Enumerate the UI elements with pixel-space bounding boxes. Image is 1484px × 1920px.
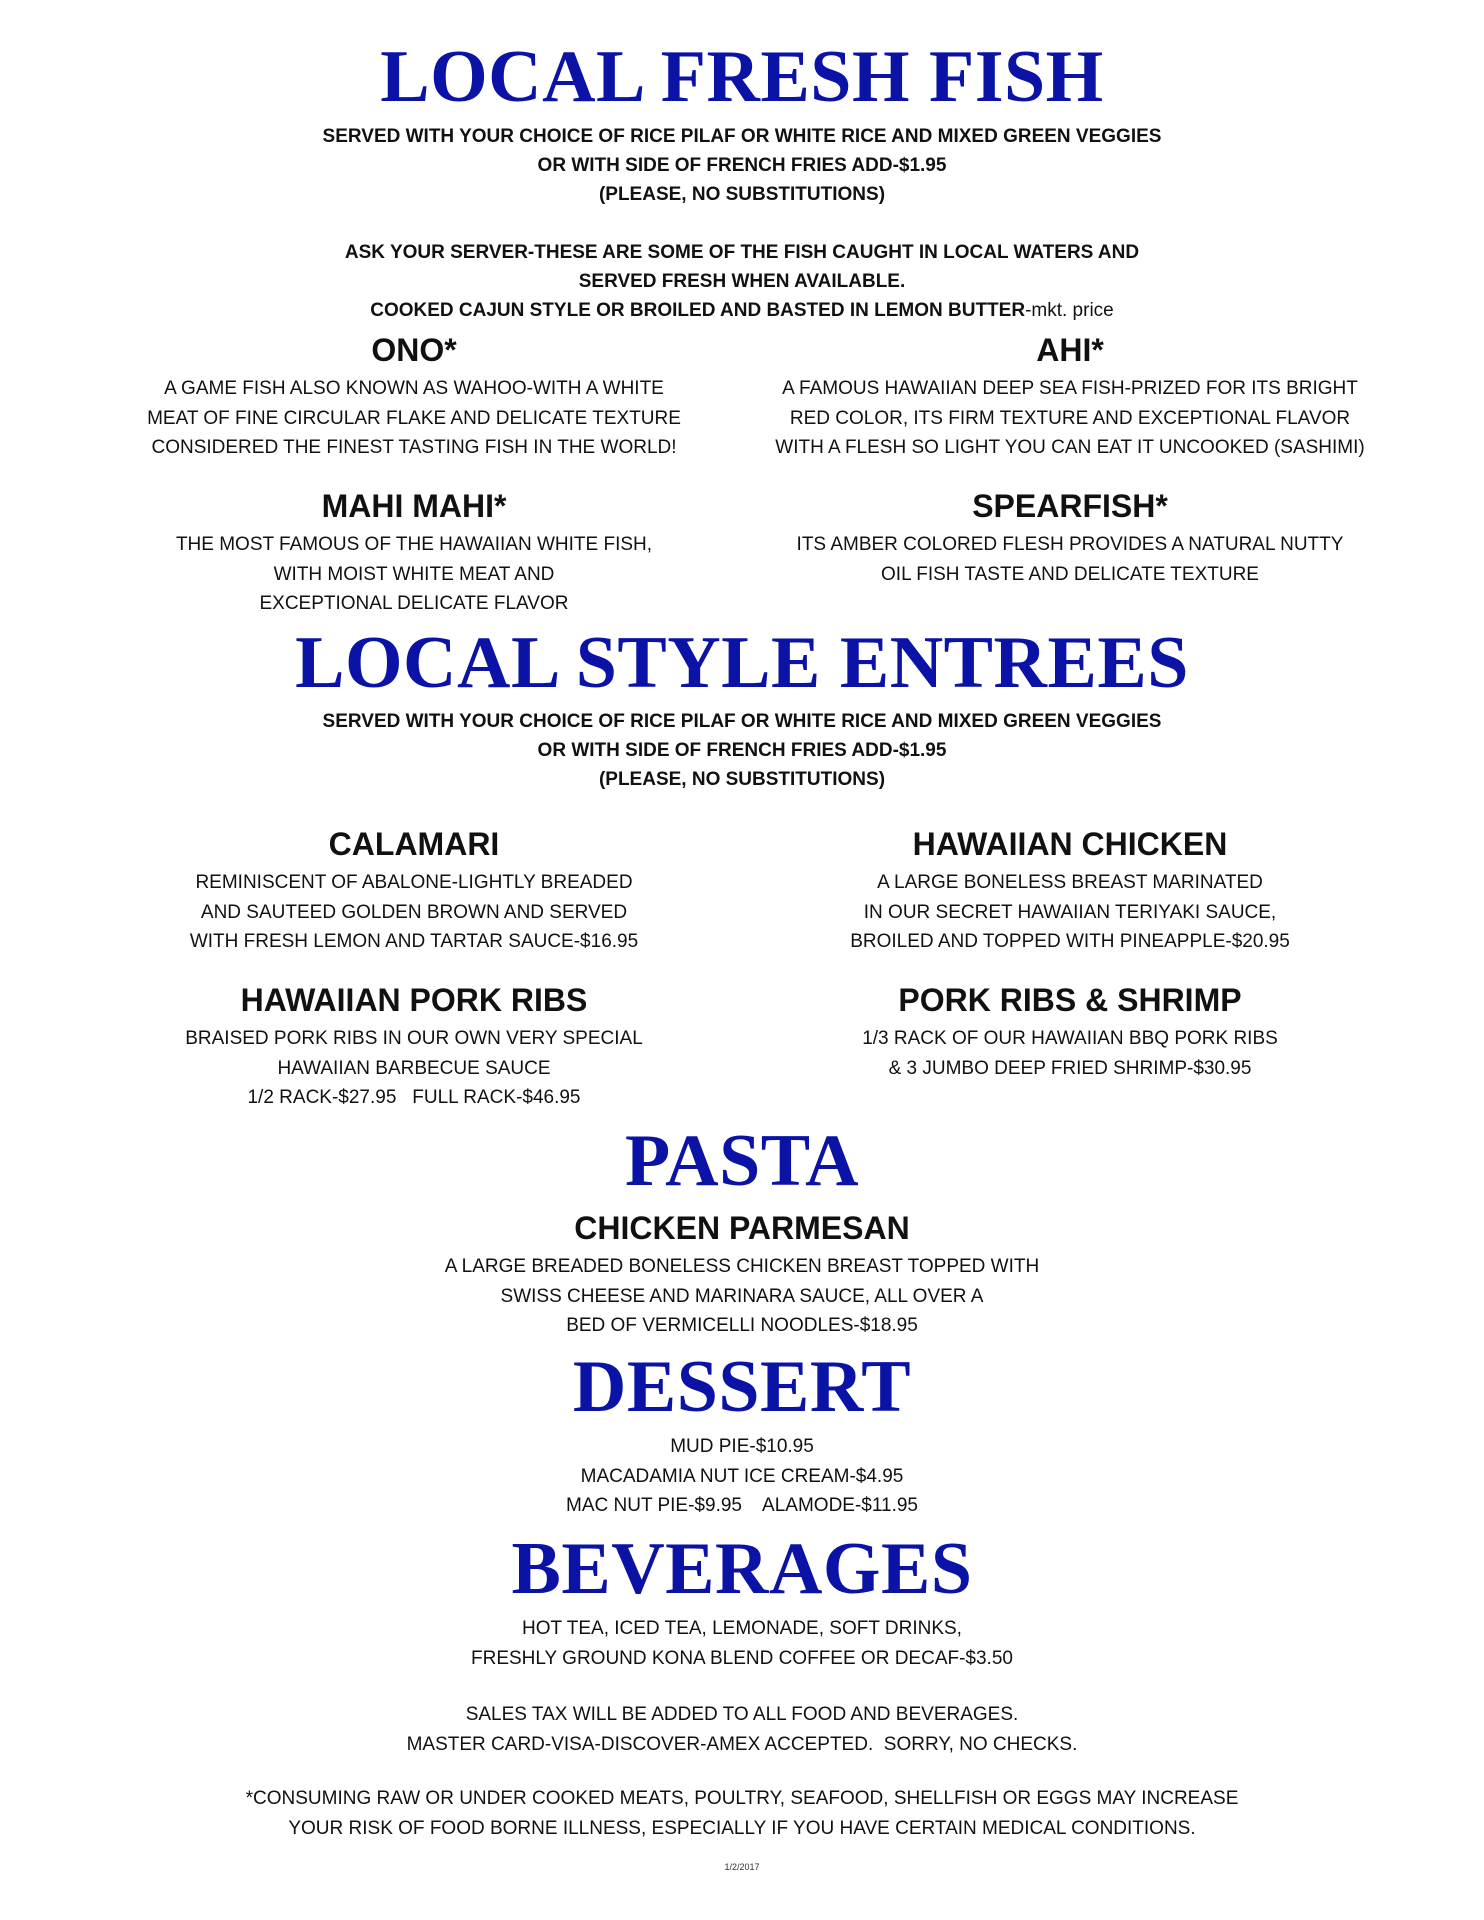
- fish-section-title: LOCAL FRESH FISH: [380, 36, 1104, 118]
- item-title: HAWAIIAN PORK RIBS: [240, 982, 588, 1018]
- fish-served-line: SERVED WITH YOUR CHOICE OF RICE PILAF OR WHITE RICE AND MIXED GREEN VEGGIES: [322, 126, 1162, 147]
- item-desc-line: 1/2 RACK-$27.95 FULL RACK-$46.95: [247, 1087, 581, 1108]
- item-desc-line: HAWAIIAN BARBECUE SAUCE: [277, 1057, 551, 1079]
- item-desc-line: OIL FISH TASTE AND DELICATE TEXTURE: [881, 563, 1259, 585]
- item-title: SPEARFISH*: [972, 488, 1168, 524]
- item-desc-line: REMINISCENT OF ABALONE-LIGHTLY BREADED: [195, 872, 633, 893]
- beverage-line: HOT TEA, ICED TEA, LEMONADE, SOFT DRINKS,: [522, 1618, 962, 1639]
- item-title: AHI*: [1036, 332, 1104, 368]
- item-desc-line: WITH A FLESH SO LIGHT YOU CAN EAT IT UNCOOKED (SASHIMI): [775, 437, 1365, 458]
- item-description: [104, 374, 724, 463]
- item-description: [104, 868, 724, 957]
- dessert-section-title: DESSERT: [572, 1346, 912, 1428]
- entrees-served-note: [0, 707, 1484, 794]
- item-desc-line: MEAT OF FINE CIRCULAR FLAKE AND DELICATE TEXTURE: [147, 407, 681, 429]
- food-safety-warning: [0, 1784, 1484, 1843]
- item-desc-line: CONSIDERED THE FINEST TASTING FISH IN THE WORLD!: [151, 437, 677, 458]
- fish-ask-note: [0, 238, 1484, 325]
- fish-ask-line: SERVED FRESH WHEN AVAILABLE.: [578, 271, 906, 292]
- item-desc-line: EXCEPTIONAL DELICATE FLAVOR: [259, 593, 569, 614]
- beverages-section-title: BEVERAGES: [511, 1528, 973, 1610]
- item-desc-line: & 3 JUMBO DEEP FRIED SHRIMP-$30.95: [888, 1057, 1252, 1079]
- item-title: PORK RIBS & SHRIMP: [898, 982, 1242, 1018]
- item-description: [104, 530, 724, 619]
- item-desc-line: RED COLOR, ITS FIRM TEXTURE AND EXCEPTIONAL FLAVOR: [789, 407, 1351, 429]
- item-title: CHICKEN PARMESAN: [574, 1210, 910, 1246]
- fish-served-line: (PLEASE, NO SUBSTITUTIONS): [598, 184, 886, 205]
- beverages-list: [0, 1614, 1484, 1673]
- menu-item-hawaiian-chicken: [760, 826, 1380, 957]
- menu-item-hawaiian-pork-ribs: [104, 982, 724, 1113]
- item-desc-line: A LARGE BONELESS BREAST MARINATED: [877, 872, 1263, 893]
- dessert-item: MAC NUT PIE-$9.95 ALAMODE-$11.95: [566, 1495, 918, 1516]
- pasta-section-title: PASTA: [624, 1120, 860, 1202]
- item-desc-line: ITS AMBER COLORED FLESH PROVIDES A NATURAL NUTTY: [796, 534, 1344, 555]
- menu-item-ahi: [760, 332, 1380, 463]
- dessert-item: MUD PIE-$10.95: [670, 1436, 814, 1457]
- item-title: HAWAIIAN CHICKEN: [912, 826, 1228, 862]
- beverage-line: FRESHLY GROUND KONA BLEND COFFEE OR DECAF-$3.50: [471, 1647, 1013, 1669]
- payment-note: [0, 1700, 1484, 1759]
- fish-cooked-line: [0, 296, 1484, 325]
- item-desc-line: IN OUR SECRET HAWAIIAN TERIYAKI SAUCE,: [863, 901, 1277, 923]
- item-desc-line: A LARGE BREADED BONELESS CHICKEN BREAST TOPPED WITH: [444, 1256, 1040, 1277]
- item-desc-line: A GAME FISH ALSO KNOWN AS WAHOO-WITH A WHITE: [164, 378, 664, 399]
- menu-item-mahi-mahi: [104, 488, 724, 619]
- fish-served-note: [0, 122, 1484, 209]
- item-desc-line: BRAISED PORK RIBS IN OUR OWN VERY SPECIAL: [185, 1028, 643, 1049]
- item-desc-line: BROILED AND TOPPED WITH PINEAPPLE-$20.95: [850, 931, 1290, 952]
- payment-note-line: MASTER CARD-VISA-DISCOVER-AMEX ACCEPTED. SORRY, NO CHECKS.: [406, 1733, 1078, 1755]
- item-desc-line: 1/3 RACK OF OUR HAWAIIAN BBQ PORK RIBS: [862, 1028, 1278, 1049]
- item-description: [760, 530, 1380, 589]
- fish-cooked-text: COOKED CAJUN STYLE OR BROILED AND BASTED IN LEMON BUTTER: [370, 300, 1026, 321]
- item-desc-line: BED OF VERMICELLI NOODLES-$18.95: [566, 1315, 918, 1336]
- menu-item-spearfish: [760, 488, 1380, 589]
- item-desc-line: WITH FRESH LEMON AND TARTAR SAUCE-$16.95: [189, 931, 639, 952]
- entrees-served-line: (PLEASE, NO SUBSTITUTIONS): [598, 769, 886, 790]
- item-description: [760, 868, 1380, 957]
- item-desc-line: A FAMOUS HAWAIIAN DEEP SEA FISH-PRIZED FOR ITS BRIGHT: [782, 378, 1358, 399]
- item-description: [104, 1024, 724, 1113]
- fish-cooked-price: -mkt. price: [1025, 300, 1114, 321]
- warning-line: YOUR RISK OF FOOD BORNE ILLNESS, ESPECIALLY IF YOU HAVE CERTAIN MEDICAL CONDITIONS.: [288, 1817, 1196, 1839]
- entrees-section-title: LOCAL STYLE ENTREES: [295, 622, 1189, 704]
- menu-item-pork-ribs-shrimp: [760, 982, 1380, 1083]
- item-description: [760, 374, 1380, 463]
- item-description: [760, 1024, 1380, 1083]
- item-desc-line: THE MOST FAMOUS OF THE HAWAIIAN WHITE FISH,: [175, 534, 653, 555]
- menu-date: 1/2/2017: [724, 1862, 760, 1872]
- warning-line: *CONSUMING RAW OR UNDER COOKED MEATS, POULTRY, SEAFOOD, SHELLFISH OR EGGS MAY INCREASE: [245, 1788, 1239, 1809]
- item-title: ONO*: [371, 332, 457, 368]
- dessert-list: [0, 1432, 1484, 1521]
- entrees-served-line: SERVED WITH YOUR CHOICE OF RICE PILAF OR WHITE RICE AND MIXED GREEN VEGGIES: [322, 711, 1162, 732]
- item-desc-line: SWISS CHEESE AND MARINARA SAUCE, ALL OVER A: [500, 1285, 984, 1307]
- menu-item-chicken-parmesan: [0, 1210, 1484, 1341]
- dessert-item: MACADAMIA NUT ICE CREAM-$4.95: [580, 1465, 904, 1487]
- tax-note-line: SALES TAX WILL BE ADDED TO ALL FOOD AND BEVERAGES.: [465, 1704, 1019, 1725]
- item-title: CALAMARI: [328, 826, 500, 862]
- item-title: MAHI MAHI*: [321, 488, 507, 524]
- entrees-served-line: OR WITH SIDE OF FRENCH FRIES ADD-$1.95: [537, 740, 947, 761]
- fish-ask-line: ASK YOUR SERVER-THESE ARE SOME OF THE FISH CAUGHT IN LOCAL WATERS AND: [344, 242, 1140, 263]
- fish-served-line: OR WITH SIDE OF FRENCH FRIES ADD-$1.95: [537, 155, 947, 176]
- item-desc-line: AND SAUTEED GOLDEN BROWN AND SERVED: [200, 901, 628, 923]
- menu-item-calamari: [104, 826, 724, 957]
- menu-item-ono: [104, 332, 724, 463]
- item-desc-line: WITH MOIST WHITE MEAT AND: [273, 563, 555, 585]
